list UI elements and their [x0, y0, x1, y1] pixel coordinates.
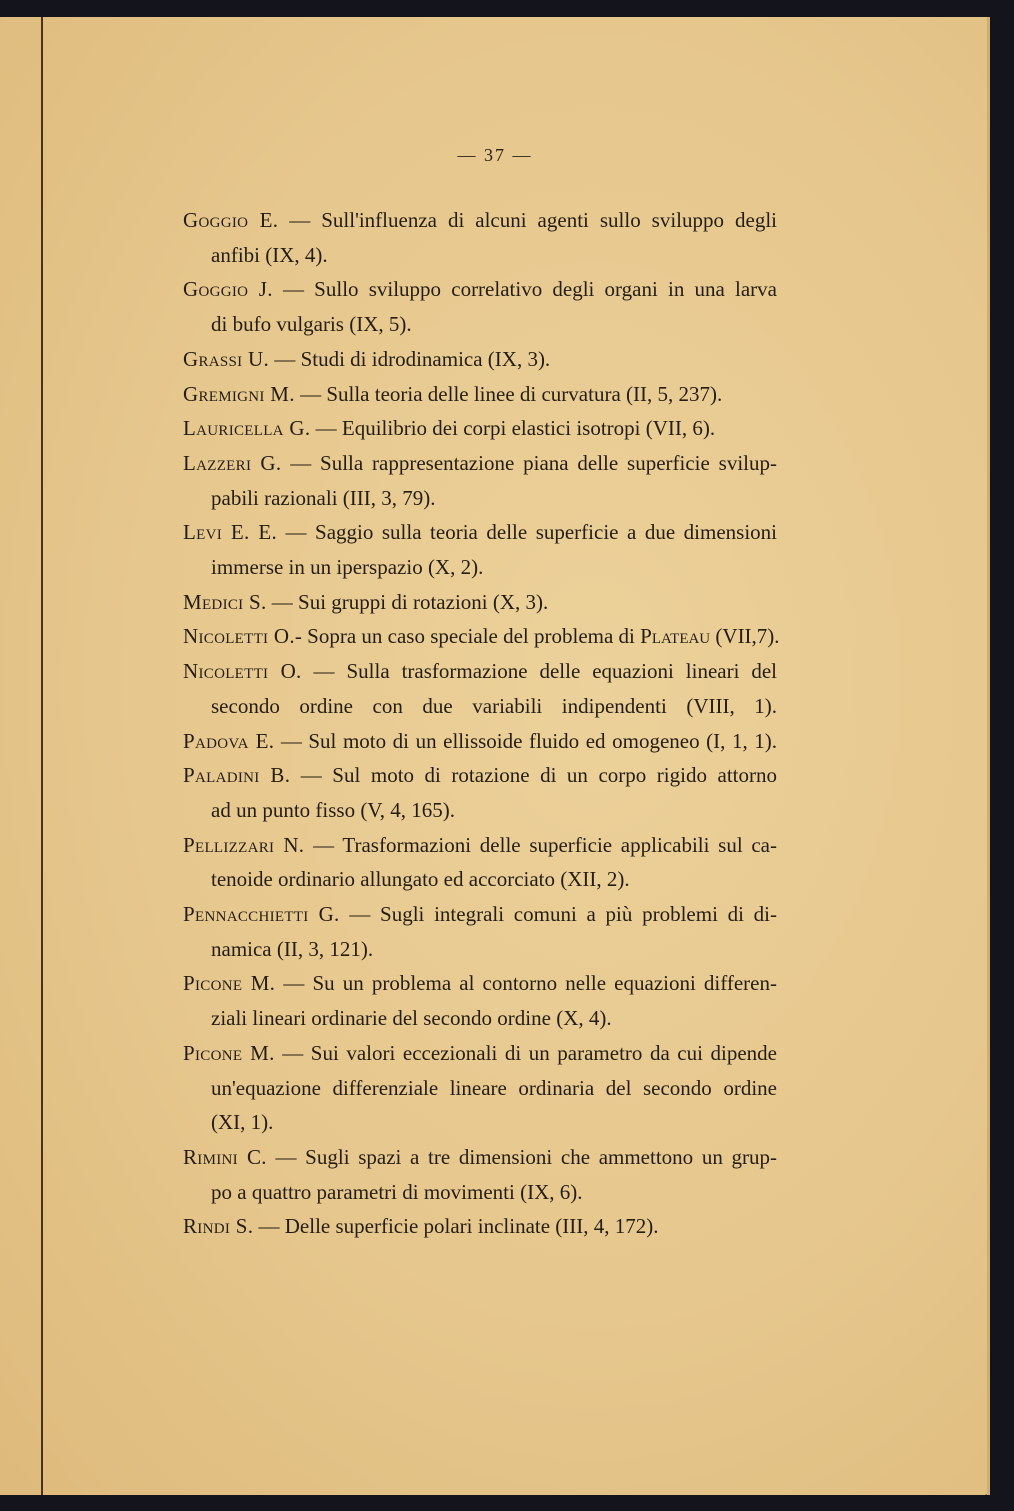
bibliography-entry	[183, 828, 777, 897]
bibliography-entry	[183, 515, 777, 584]
bibliography-entry	[183, 203, 777, 272]
entry-title: — Sugli integrali comuni a più problemi di di-	[349, 902, 777, 927]
bibliography-entry	[183, 758, 777, 827]
entry-title: — Sulla rappresentazione piana delle superficie svilup-	[290, 450, 777, 475]
page-number: — 37 —	[457, 145, 533, 165]
bibliography-entry	[183, 272, 777, 341]
entry-author: Picone M.	[183, 1040, 275, 1065]
entry-author: Lauricella G.	[183, 416, 311, 441]
bibliography-list	[183, 203, 780, 1244]
entry-continuation: ziali lineari ordinarie del secondo ordine (X, 4).	[211, 1006, 612, 1031]
bibliography-entry	[183, 966, 777, 1035]
entry-author: Paladini B.	[183, 763, 291, 788]
entry-continuation: po a quattro parametri di movimenti (IX, 6).	[211, 1179, 583, 1204]
entry-continuation: di bufo vulgaris (IX, 5).	[211, 312, 412, 337]
entry-author: Rimini C.	[183, 1144, 267, 1169]
entry-title: — Delle superficie polari inclinate (III, 4, 172).	[258, 1214, 659, 1239]
entry-continuation: secondo ordine con due variabili indipendenti (VIII, 1).	[211, 693, 777, 718]
bibliography-entry	[183, 411, 777, 446]
entry-continuation: immerse in un iperspazio (X, 2).	[211, 555, 484, 580]
entry-author: Nicoletti O.	[183, 659, 302, 684]
entry-author: Goggio J.	[183, 277, 273, 302]
entry-title: — Sul moto di un ellissoide fluido ed omogeneo (I, 1, 1).	[280, 728, 778, 753]
bibliography-entry	[183, 446, 777, 515]
entry-title: — Sulla trasformazione delle equazioni lineari del	[313, 659, 778, 684]
entry-inline-name: Plateau	[640, 624, 711, 649]
entry-author: Grassi U.	[183, 346, 270, 371]
entry-author: Picone M.	[183, 971, 276, 996]
entry-continuation: tenoide ordinario allungato ed accorciato (XII, 2).	[211, 867, 630, 892]
entry-continuation: ad un punto fisso (V, 4, 165).	[211, 797, 456, 822]
entry-author: Levi E. E.	[183, 520, 277, 545]
entry-title: — Trasformazioni delle superficie applicabili sul ca-	[313, 832, 777, 857]
entry-title: — Studi di idrodinamica (IX, 3).	[274, 346, 551, 371]
entry-author: Pennacchietti G.	[183, 902, 340, 927]
entry-author: Rindi S.	[183, 1214, 254, 1239]
bibliography-entry	[183, 1209, 777, 1244]
entry-author: Padova E.	[183, 728, 275, 753]
page-edge	[987, 17, 990, 1495]
entry-title: — Sulla teoria delle linee di curvatura (II, 5, 237).	[300, 381, 723, 406]
entry-title: — Saggio sulla teoria delle superficie a due dimensioni	[285, 520, 777, 545]
bibliography-entry	[183, 897, 777, 966]
book-page	[0, 17, 990, 1495]
entry-title: — Equilibrio dei corpi elastici isotropi (VII, 6).	[315, 416, 716, 441]
bibliography-entry	[183, 619, 780, 654]
bibliography-entry	[183, 654, 777, 723]
bibliography-entry	[183, 1140, 777, 1209]
entry-continuation: (XI, 1).	[211, 1110, 274, 1135]
entry-title: — Sull'influenza di alcuni agenti sullo sviluppo degli	[289, 208, 777, 232]
page-gutter-line	[41, 17, 43, 1495]
bibliography-entry	[183, 585, 777, 620]
entry-author: Lazzeri G.	[183, 450, 282, 475]
entry-volume: (VII,7).	[715, 624, 780, 649]
entry-author: Nicoletti O.	[183, 624, 295, 649]
entry-continuation: anfibi (IX, 4).	[211, 242, 328, 267]
bibliography-entry	[183, 342, 777, 377]
entry-continuation: un'equazione differenziale lineare ordinaria del secondo ordine	[211, 1075, 777, 1100]
entry-title: — Sugli spazi a tre dimensioni che ammettono un grup-	[275, 1144, 778, 1169]
entry-author: Pellizzari N.	[183, 832, 305, 857]
bibliography-entry	[183, 1036, 777, 1140]
entry-author: Goggio E.	[183, 208, 279, 232]
entry-author: Medici S.	[183, 589, 267, 614]
entry-continuation: pabili razionali (III, 3, 79).	[211, 485, 436, 510]
entry-title: — Su un problema al contorno nelle equazioni differen-	[283, 971, 777, 996]
entry-continuation: namica (II, 3, 121).	[211, 936, 374, 961]
entry-author: Gremigni M.	[183, 381, 295, 406]
entry-title: — Sui valori eccezionali di un parametro da cui dipende	[282, 1040, 777, 1065]
bibliography-entry	[183, 724, 777, 759]
entry-title: — Sullo sviluppo correlativo degli organi in una larva	[283, 277, 777, 302]
entry-title: — Sul moto di rotazione di un corpo rigido attorno	[300, 763, 777, 788]
bibliography-entry	[183, 377, 777, 412]
entry-title: - Sopra un caso speciale del problema di	[294, 624, 635, 649]
entry-title: — Sui gruppi di rotazioni (X, 3).	[271, 589, 549, 614]
